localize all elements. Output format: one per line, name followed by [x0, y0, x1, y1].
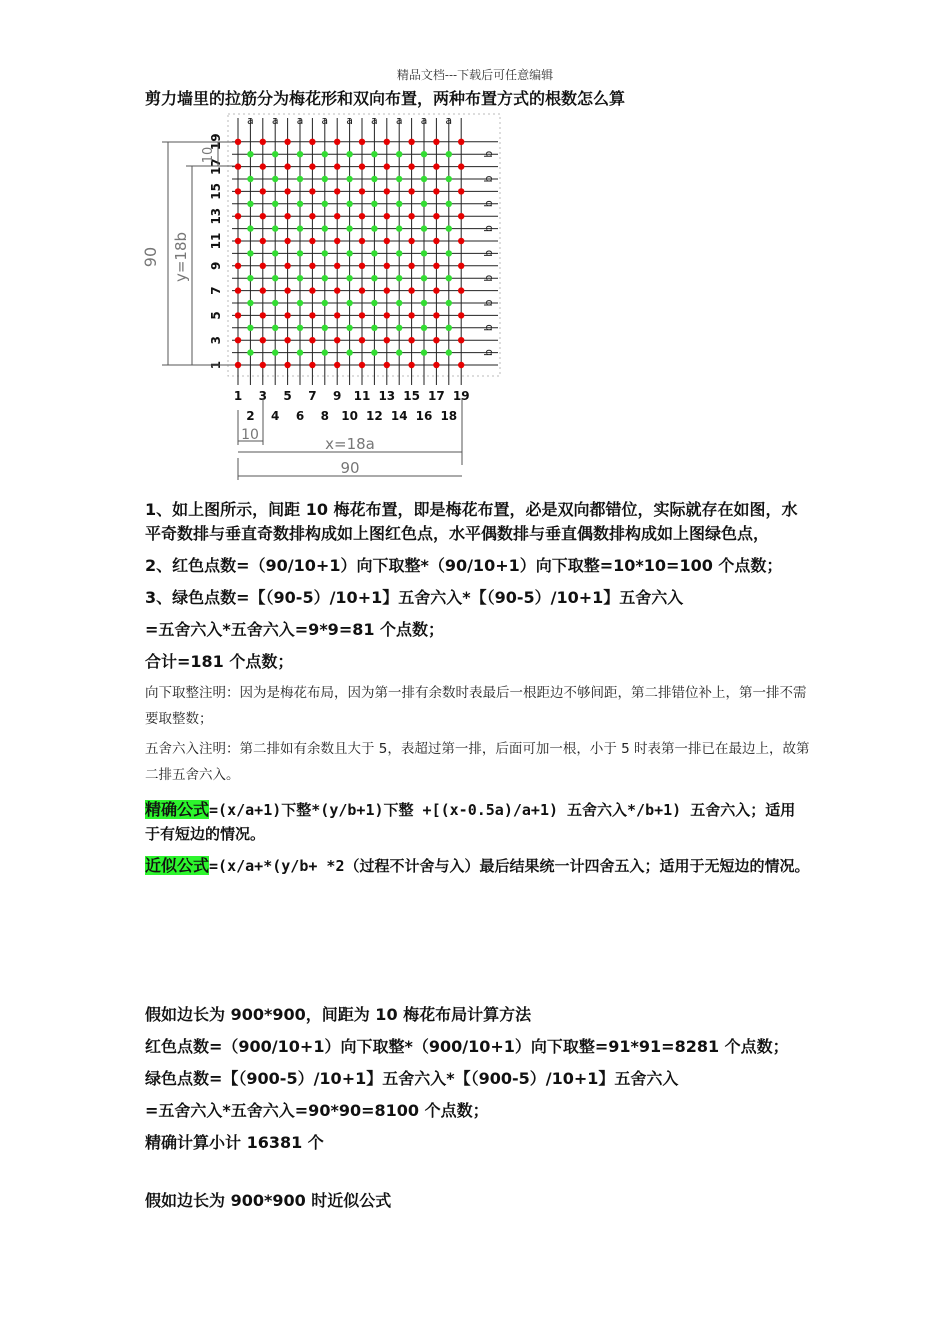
green-dot [396, 300, 402, 306]
green-dot [247, 325, 253, 331]
red-dot [408, 362, 414, 368]
note-rounding: 五舍六入注明：第二排如有余数且大于 5，表超过第一排，后面可加一根，小于 5 时表第一排已在最边上，故第二排五舍六入。 [145, 741, 810, 783]
paragraph-5: 合计=181 个点数； [145, 652, 294, 671]
green-dot [297, 201, 303, 207]
red-dot [359, 139, 365, 145]
red-dot [408, 263, 414, 269]
top-spacing-label: a [445, 114, 453, 127]
top-spacing-label: a [296, 114, 304, 127]
col-odd-label: 5 [283, 389, 292, 403]
red-dot [408, 139, 414, 145]
red-dot [433, 139, 439, 145]
red-dot [359, 263, 365, 269]
green-dot [421, 151, 427, 157]
right-spacing-label: b [482, 249, 495, 257]
red-dot [408, 163, 414, 169]
red-dot [334, 139, 340, 145]
section3-title: 假如边长为 900*900 时近似公式 [145, 1191, 392, 1210]
red-dot [284, 362, 290, 368]
green-dot [371, 151, 377, 157]
col-even-label: 16 [415, 409, 433, 423]
red-dot [309, 362, 315, 368]
row-number-label: 17 [209, 158, 223, 175]
col-odd-label: 9 [333, 389, 342, 403]
red-dot [433, 287, 439, 293]
row-number-label: 3 [209, 336, 223, 345]
green-dot [346, 300, 352, 306]
note-floor: 向下取整注明：因为是梅花布局，因为第一排有余数时表最后一根距边不够间距，第二排错位补上，第一排不需要取整数； [145, 685, 807, 727]
red-dot [235, 263, 241, 269]
col-even-label: 6 [295, 409, 305, 423]
green-dot [322, 225, 328, 231]
red-dot [284, 337, 290, 343]
red-dot [260, 163, 266, 169]
paragraph-2: 2、红色点数=（90/10+1）向下取整*（90/10+1）向下取整=10*10=100 个点数； [145, 556, 783, 575]
green-dot [346, 349, 352, 355]
approx-formula-label: 近似公式 [145, 856, 210, 875]
right-spacing-label: b [482, 349, 495, 357]
red-dot [458, 287, 464, 293]
red-dot [309, 188, 315, 194]
right-spacing-label: b [482, 200, 495, 208]
green-dot [446, 176, 452, 182]
green-dot [446, 300, 452, 306]
col-odd-label: 13 [378, 389, 396, 403]
red-dot [458, 263, 464, 269]
green-dot [371, 176, 377, 182]
row-number-label: 1 [209, 360, 223, 370]
row-number-label: 13 [209, 207, 223, 225]
red-dot [384, 139, 390, 145]
page-title: 剪力墙里的拉筋分为梅花形和双向布置，两种布置方式的根数怎么算 [145, 89, 626, 108]
red-dot [334, 263, 340, 269]
red-dot [284, 213, 290, 219]
section2-title: 假如边长为 900*900，间距为 10 梅花布局计算方法 [145, 1005, 532, 1024]
green-dot [272, 349, 278, 355]
green-dot [247, 151, 253, 157]
col-even-label: 2 [246, 409, 255, 423]
red-dot [359, 312, 365, 318]
paragraph-1: 1、如上图所示，间距 10 梅花布置，即是梅花布置，必是双向都错位，实际就存在如图，水平奇数排与垂直奇数排构成如上图红色点，水平偶数排与垂直偶数排构成如上图绿色点， [145, 500, 798, 543]
section2-green: 绿色点数=【（900-5）/10+1】五舍六入*【（900-5）/10+1】五舍六入 [145, 1069, 679, 1088]
red-dot [284, 188, 290, 194]
red-dot [433, 263, 439, 269]
red-dot [433, 163, 439, 169]
red-dot [309, 139, 315, 145]
red-dot [433, 362, 439, 368]
paragraph-3: 3、绿色点数=【（90-5）/10+1】五舍六入*【（90-5）/10+1】五舍六入 [145, 588, 684, 607]
green-dot [371, 349, 377, 355]
green-dot [272, 275, 278, 281]
green-dot [421, 225, 427, 231]
section2-total: 精确计算小计 16381 个 [145, 1133, 324, 1152]
red-dot [408, 337, 414, 343]
red-dot [334, 362, 340, 368]
header-note: 精品文档---下载后可任意编辑 [396, 68, 554, 82]
green-dot [322, 201, 328, 207]
green-dot [247, 201, 253, 207]
green-dot [421, 325, 427, 331]
red-dot [260, 362, 266, 368]
red-dot [458, 312, 464, 318]
col-even-label: 10 [341, 409, 358, 423]
red-dot [458, 213, 464, 219]
col-odd-label: 15 [403, 389, 420, 403]
red-dot [235, 362, 241, 368]
row-number-label: 15 [209, 183, 223, 200]
top-spacing-label: a [395, 114, 403, 127]
green-dot [247, 275, 253, 281]
row-number-label: 7 [209, 286, 223, 295]
right-spacing-label: b [482, 225, 495, 233]
green-dot [371, 275, 377, 281]
dim-left-small-label: 10 [201, 146, 216, 164]
green-dot [446, 225, 452, 231]
red-dot [359, 238, 365, 244]
green-dot [446, 250, 452, 256]
red-dot [260, 238, 266, 244]
green-dot [396, 250, 402, 256]
green-dot [371, 300, 377, 306]
green-dot [272, 250, 278, 256]
col-even-label: 4 [271, 409, 280, 423]
green-dot [346, 225, 352, 231]
green-dot [421, 275, 427, 281]
red-dot [309, 287, 315, 293]
red-dot [260, 263, 266, 269]
green-dot [247, 250, 253, 256]
red-dot [384, 312, 390, 318]
red-dot [334, 287, 340, 293]
col-odd-label: 3 [258, 389, 267, 403]
red-dot [408, 213, 414, 219]
green-dot [272, 176, 278, 182]
red-dot [235, 139, 241, 145]
red-dot [433, 337, 439, 343]
green-dot [396, 225, 402, 231]
green-dot [396, 151, 402, 157]
red-dot [235, 163, 241, 169]
col-odd-label: 19 [452, 389, 470, 403]
red-dot [384, 337, 390, 343]
top-spacing-label: a [371, 114, 378, 127]
red-dot [309, 238, 315, 244]
grid-lines [232, 118, 498, 385]
green-dot [322, 349, 328, 355]
green-dot [396, 325, 402, 331]
red-dot [384, 163, 390, 169]
rebar-layout-diagram [140, 110, 510, 485]
red-dot [235, 337, 241, 343]
red-dot [260, 337, 266, 343]
section2-green-result: =五舍六入*五舍六入=90*90=8100 个点数； [145, 1101, 489, 1120]
green-dot [272, 151, 278, 157]
green-dot [297, 225, 303, 231]
red-dot [359, 287, 365, 293]
red-dot [458, 163, 464, 169]
top-spacing-label: a [271, 114, 279, 127]
red-dot [384, 287, 390, 293]
green-dot [322, 325, 328, 331]
green-dot [396, 349, 402, 355]
green-dot [396, 275, 402, 281]
col-even-label: 8 [320, 409, 329, 423]
red-dot [384, 263, 390, 269]
red-dot [433, 188, 439, 194]
red-dot [260, 287, 266, 293]
green-dot [371, 250, 377, 256]
dim-bottom-inner-label: x=18a [325, 435, 375, 453]
right-spacing-label: b [482, 150, 495, 158]
red-dot [334, 312, 340, 318]
green-dot [446, 325, 452, 331]
red-dot [309, 213, 315, 219]
grid-labels [209, 114, 495, 423]
red-dot [235, 238, 241, 244]
green-dot [297, 349, 303, 355]
red-dot [334, 163, 340, 169]
green-dot [297, 151, 303, 157]
green-dot [446, 275, 452, 281]
red-dot [260, 188, 266, 194]
red-dot [384, 362, 390, 368]
red-dot [408, 188, 414, 194]
row-number-label: 5 [209, 311, 223, 320]
red-dot [284, 139, 290, 145]
right-spacing-label: b [482, 324, 495, 332]
red-dot [458, 238, 464, 244]
red-dot [284, 287, 290, 293]
green-dot [272, 225, 278, 231]
green-dot [247, 176, 253, 182]
col-even-label: 12 [366, 409, 383, 423]
green-dot [371, 325, 377, 331]
approx-formula-text: =(x/a+*(y/b+ *2（过程不计舍与入）最后结果统一计四舍五入；适用于无短边的情况。 [209, 857, 810, 875]
green-dot [346, 250, 352, 256]
dim-bottom-small-label: 10 [241, 427, 259, 443]
row-number-label: 19 [209, 133, 223, 151]
green-dot [446, 201, 452, 207]
green-dot [421, 176, 427, 182]
green-dot [371, 225, 377, 231]
col-even-label: 14 [390, 409, 408, 423]
green-dot [297, 250, 303, 256]
red-dot [384, 188, 390, 194]
row-number-label: 11 [209, 232, 223, 250]
red-dot [309, 163, 315, 169]
red-dot [433, 238, 439, 244]
red-dot [284, 263, 290, 269]
green-dot [297, 176, 303, 182]
green-dot [346, 176, 352, 182]
green-dot [346, 151, 352, 157]
red-dot [334, 337, 340, 343]
col-even-label: 18 [440, 409, 458, 423]
red-dot [284, 238, 290, 244]
exact-formula-text: =(x/a+1)下整*(y/b+1)下整 +[(x-0.5a)/a+1) 五舍六入*/b+1) 五舍六入；适用于有短边的情况。 [145, 801, 796, 843]
green-dot [247, 300, 253, 306]
right-spacing-label: b [482, 274, 495, 282]
red-dot [260, 213, 266, 219]
green-dot [421, 349, 427, 355]
red-dot [284, 312, 290, 318]
green-dot [346, 325, 352, 331]
red-dot [408, 312, 414, 318]
red-dot [359, 163, 365, 169]
green-dot [421, 201, 427, 207]
green-dot [446, 151, 452, 157]
red-dot [359, 188, 365, 194]
green-dot [297, 300, 303, 306]
red-dot [433, 213, 439, 219]
dim-left-inner-label: y=18b [172, 231, 190, 283]
top-spacing-label: a [420, 114, 428, 127]
red-dot [359, 362, 365, 368]
dashed-frame [228, 114, 500, 376]
red-dot [309, 263, 315, 269]
green-dot [396, 201, 402, 207]
col-odd-label: 11 [353, 389, 371, 403]
red-dot [235, 188, 241, 194]
green-dot [421, 250, 427, 256]
right-spacing-label: b [482, 299, 495, 307]
top-spacing-label: a [321, 114, 329, 127]
red-dot [309, 337, 315, 343]
top-spacing-label: a [247, 114, 254, 127]
exact-formula-label: 精确公式 [145, 800, 210, 819]
green-dot [346, 201, 352, 207]
green-dot [322, 250, 328, 256]
red-dot [408, 287, 414, 293]
section2-red: 红色点数=（900/10+1）向下取整*（900/10+1）向下取整=91*91=8281 个点数； [145, 1037, 789, 1056]
green-dot [421, 300, 427, 306]
red-dot [384, 213, 390, 219]
red-dot [384, 238, 390, 244]
green-dot [371, 201, 377, 207]
red-dot [284, 163, 290, 169]
red-dot [334, 188, 340, 194]
red-dot [359, 213, 365, 219]
row-number-label: 9 [209, 261, 223, 270]
red-dot [309, 312, 315, 318]
green-dot [346, 275, 352, 281]
red-dot [260, 312, 266, 318]
red-dot [458, 139, 464, 145]
top-spacing-label: a [346, 114, 353, 127]
right-spacing-label: b [482, 175, 495, 183]
red-dot [235, 312, 241, 318]
red-dot [334, 213, 340, 219]
green-dot [297, 275, 303, 281]
green-dot [247, 349, 253, 355]
red-dot [334, 238, 340, 244]
green-dot [322, 151, 328, 157]
red-dot [359, 337, 365, 343]
green-dot [272, 201, 278, 207]
red-dot [458, 337, 464, 343]
col-odd-label: 7 [308, 389, 317, 403]
green-dot [297, 325, 303, 331]
red-dot [235, 287, 241, 293]
paragraph-4: =五舍六入*五舍六入=9*9=81 个点数； [145, 620, 445, 639]
red-dot [260, 139, 266, 145]
green-dot [322, 176, 328, 182]
green-dot [322, 275, 328, 281]
green-dot [322, 300, 328, 306]
red-dot [458, 188, 464, 194]
col-odd-label: 1 [233, 389, 243, 403]
green-dot [446, 349, 452, 355]
green-dot [247, 225, 253, 231]
red-dot [408, 238, 414, 244]
green-dot [272, 325, 278, 331]
dim-bottom-outer-label: 90 [340, 459, 360, 477]
dim-left-outer-label: 90 [141, 246, 160, 268]
approx-formula [145, 854, 810, 878]
exact-formula [145, 798, 810, 846]
green-dot [272, 300, 278, 306]
red-dot [433, 312, 439, 318]
red-dot [458, 362, 464, 368]
red-dot [235, 213, 241, 219]
green-dot [396, 176, 402, 182]
col-odd-label: 17 [428, 389, 445, 403]
